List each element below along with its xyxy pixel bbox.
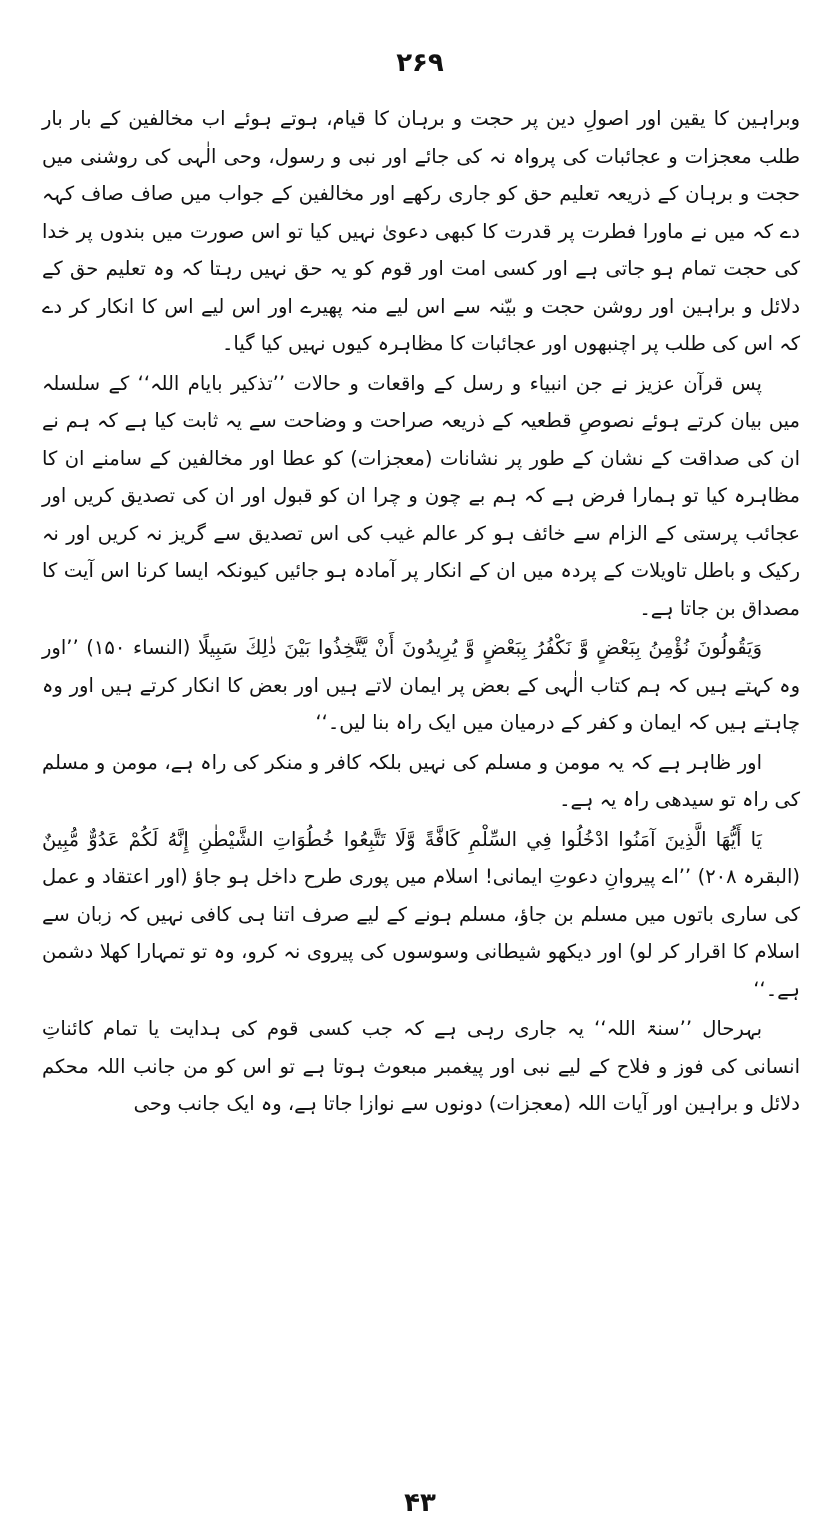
paragraph: بہرحال ’’سنۃ اللہ‘‘ یہ جاری رہی ہے کہ جب کسی قوم کی ہدایت یا تمام کائناتِ انسانی کی فوز و فلاح کے لیے نبی اور پیغمبر مبعوث ہوتا ہے تو اس کو من جانب اللہ محکم دلائل و براہین اور آیات اللہ (معجزات) دونوں سے نوازا جاتا ہے، وہ ایک جانب وحی	[42, 1017, 800, 1115]
paragraph: وبراہین کا یقین اور اصولِ دین پر حجت و برہان کا قیام، ہوتے ہوئے اب مخالفین کے بار بار طلب معجزات و عجائبات کی پرواہ نہ کی جائے اور نبی و رسول، وحی الٰہی کی روشنی میں حجت و برہان کے ذریعہ تعلیم حق کو جاری رکھے اور مخالفین کے جواب میں صاف صاف کہہ دے کہ میں نے ماورا فطرت پر قدرت کا کبھی دعویٰ نہیں کیا تو اس صورت میں بندوں پر خدا کی حجت تمام ہو جاتی ہے اور کسی امت اور قوم کو یہ حق نہیں رہتا کہ وہ تعلیم حق کے دلائل و براہین اور روشن حجت و بیّنہ سے اس لیے منہ پھیرے اور اس لیے اس کا انکار کر دے کہ اس کی طلب پر اچنبھوں اور عجائبات کا مظاہرہ کیوں نہیں کیا گیا۔	[42, 107, 800, 355]
quranic-verse-paragraph: يَا أَيُّهَا الَّذِينَ آمَنُوا ادْخُلُوا فِي السِّلْمِ كَافَّةً وَّلَا تَتَّبِعُوا خُطُوَاتِ الشَّيْطٰنِ إِنَّهُ لَكُمْ عَدُوٌّ مُّبِينٌ (البقرہ ۲۰۸) ’’اے پیروانِ دعوتِ ایمانی! اسلام میں پوری طرح داخل ہو جاؤ (اور اعتقاد و عمل کی ساری باتوں میں مسلم بن جاؤ، مسلم ہونے کے لیے صرف اتنا ہی کافی نہیں کہ زبان سے اسلام کا اقرار کر لو) اور دیکھو شیطانی وسوسوں کی پیروی نہ کرو، وہ تو تمہارا کھلا دشمن ہے۔‘‘	[42, 827, 800, 1001]
quranic-verse-paragraph: وَيَقُولُونَ نُؤْمِنُ بِبَعْضٍ وَّ نَكْفُرُ بِبَعْضٍ وَّ يُرِيدُونَ أَنْ يَّتَّخِذُوا بَيْنَ ذٰلِكَ سَبِيلًا (النساء ۱۵۰) ’’اور وہ کہتے ہیں کہ ہم کتاب الٰہی کے بعض پر ایمان لاتے ہیں اور بعض کا انکار کرتے ہیں اور وہ چاہتے ہیں کہ ایمان و کفر کے درمیان میں ایک راہ بنا لیں۔‘‘	[42, 636, 800, 734]
page-number: ۲۶۹	[396, 48, 444, 78]
paragraph: اور ظاہر ہے کہ یہ مومن و مسلم کی نہیں بلکہ کافر و منکر کی راہ ہے، مومن و مسلم کی راہ تو سیدھی راہ یہ ہے۔	[42, 750, 800, 811]
paragraph: پس قرآن عزیز نے جن انبیاء و رسل کے واقعات و حالات ’’تذکیر بایام اللہ‘‘ کے سلسلہ میں بیان کرتے ہوئے نصوصِ قطعیہ کے ذریعہ صراحت و وضاحت سے یہ ثابت کیا ہے کہ ہم نے ان کی صداقت کے نشان کے طور پر نشانات (معجزات) کو عطا اور مخالفین کے سامنے ان کا مظاہرہ کیا تو ہمارا فرض ہے کہ ہم بے چون و چرا ان کو قبول اور ان کی تصدیق کریں اور عجائب پرستی کے الزام سے خائف ہو کر عالم غیب کی اس تصدیق سے گریز نہ کریں اور نہ رکیک و باطل تاویلات کے پردہ میں ان کے انکار پر آمادہ ہو جائیں کیونکہ ایسا کرنا اس آیت کا مصداق بن جاتا ہے۔	[42, 371, 800, 620]
body-text	[42, 100, 800, 1123]
footer-page-number: ۴۳	[404, 1488, 436, 1518]
